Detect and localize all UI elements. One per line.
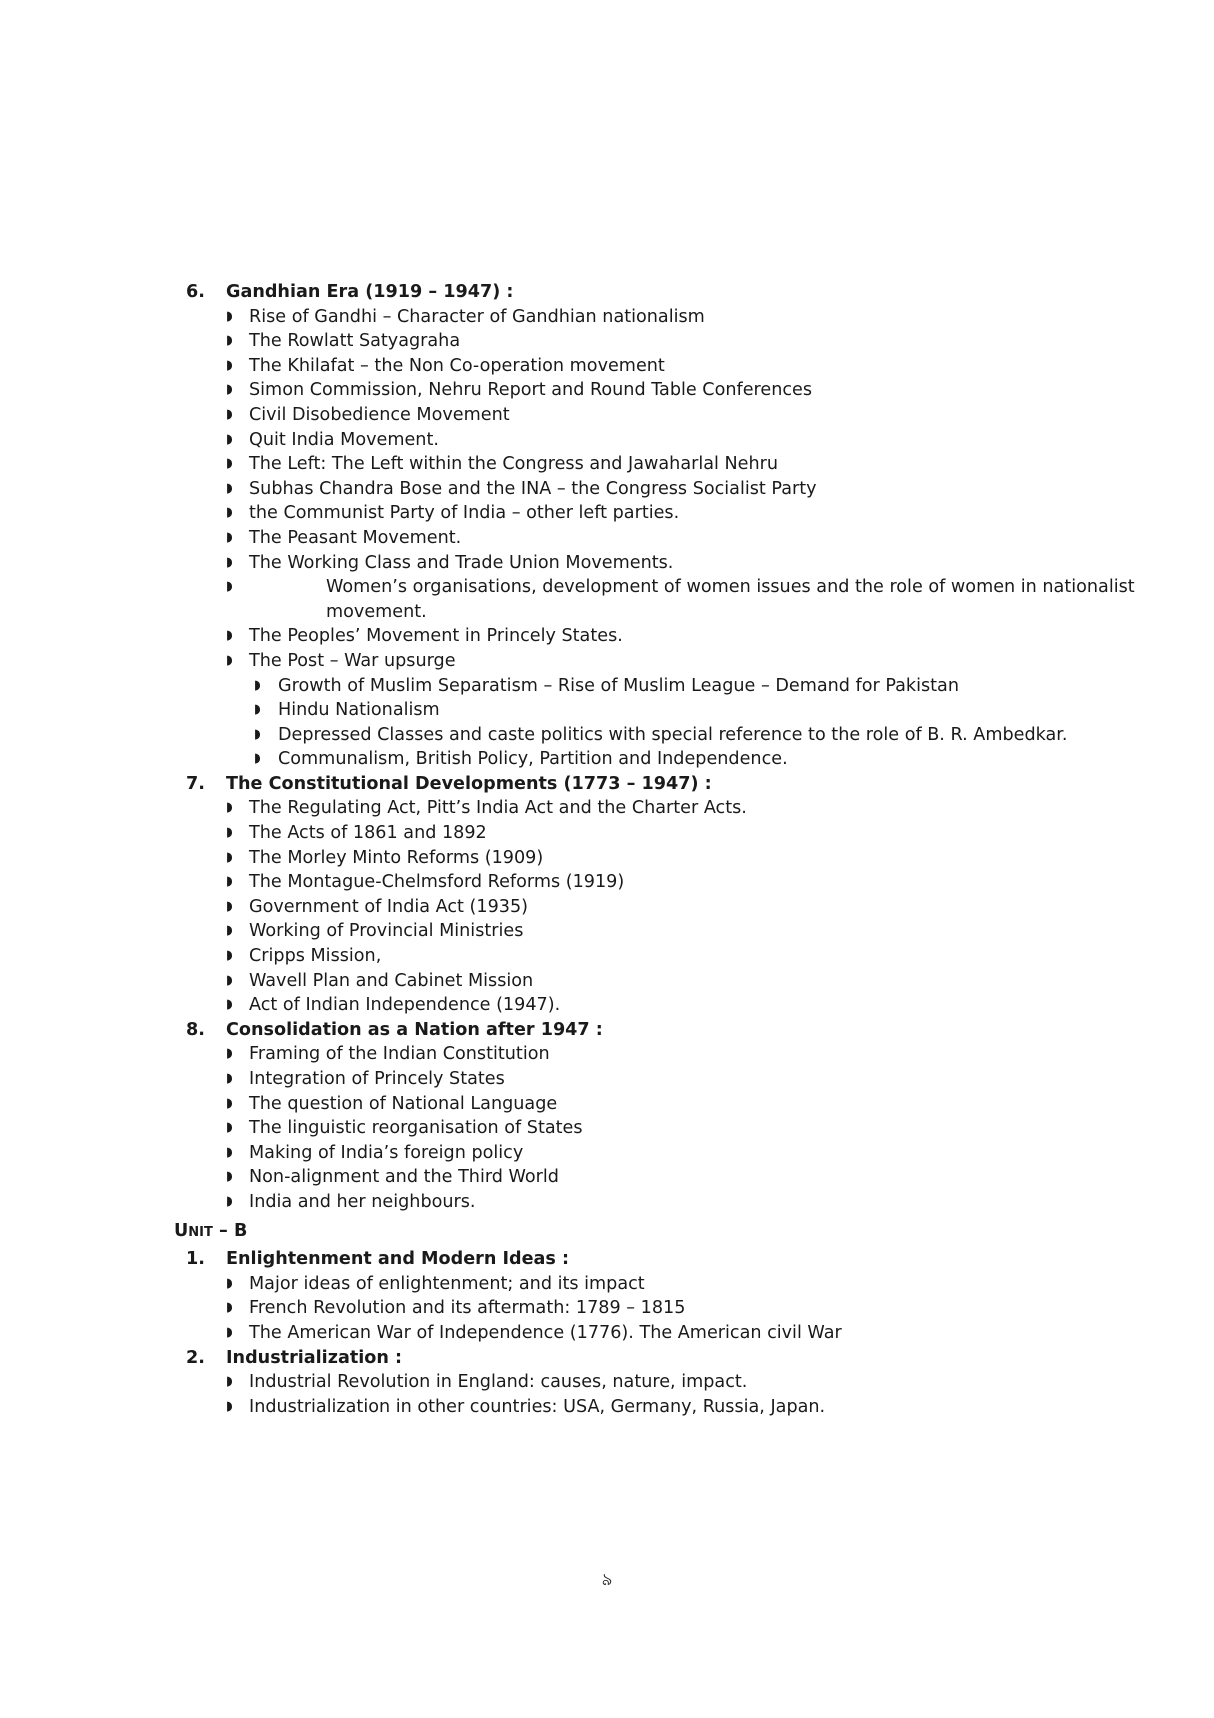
bullet-icon: ◗ xyxy=(226,849,233,865)
section-title: The Constitutional Developments (1773 – 1947) : xyxy=(226,773,712,794)
bullet-icon: ◗ xyxy=(226,554,233,570)
list-item: ◗ The American War of Independence (1776). The American civil War xyxy=(172,1321,1092,1346)
syllabus-content xyxy=(172,280,1135,1419)
bullet-icon: ◗ xyxy=(226,1275,233,1291)
section-heading xyxy=(172,1018,1092,1043)
unit-heading xyxy=(172,1219,1092,1244)
section-number: 6. xyxy=(186,282,205,302)
page-number: ৯ xyxy=(601,1570,613,1590)
list-item: ◗ The Khilafat – the Non Co-operation movement xyxy=(172,354,1092,379)
bullet-icon: ◗ xyxy=(254,677,261,693)
list-item: ◗ Women’s organisations, development of women issues and the role of women in nationalist movement. xyxy=(226,577,1135,622)
bullet-icon: ◗ xyxy=(226,1095,233,1111)
bullet-icon: ◗ xyxy=(226,972,233,988)
list-item: ◗ Subhas Chandra Bose and the INA – the Congress Socialist Party xyxy=(172,477,1092,502)
section-title: Enlightenment and Modern Ideas : xyxy=(226,1249,570,1270)
bullet-icon: ◗ xyxy=(254,702,261,718)
bullet-icon: ◗ xyxy=(226,948,233,964)
sub-list-item: ◗ Communalism, British Policy, Partition and Independence. xyxy=(172,747,1092,772)
bullet-icon: ◗ xyxy=(226,406,233,422)
bullet-icon: ◗ xyxy=(226,825,233,841)
list-item: ◗ Major ideas of enlightenment; and its impact xyxy=(172,1272,1092,1297)
section-number: 7. xyxy=(186,773,205,794)
bullet-icon: ◗ xyxy=(226,382,233,398)
list-item: ◗ The Left: The Left within the Congress and Jawaharlal Nehru xyxy=(172,452,1092,477)
sub-list-item: ◗ Hindu Nationalism xyxy=(172,698,1092,723)
list-item: ◗ Wavell Plan and Cabinet Mission xyxy=(172,969,1092,994)
list-item: ◗ The linguistic reorganisation of States xyxy=(172,1116,1092,1141)
list-item: ◗ Cripps Mission, xyxy=(172,944,1092,969)
list-item: ◗ Civil Disobedience Movement xyxy=(172,403,1092,428)
list-item: ◗ French Revolution and its aftermath: 1789 – 1815 xyxy=(172,1296,1092,1321)
list-item: ◗ Act of Indian Independence (1947). xyxy=(172,993,1092,1018)
bullet-icon: ◗ xyxy=(226,1324,233,1340)
unit-nit: NIT xyxy=(188,1224,213,1240)
bullet-icon: ◗ xyxy=(226,1374,233,1390)
sub-list-item: ◗ Growth of Muslim Separatism – Rise of Muslim League – Demand for Pakistan xyxy=(172,674,1092,699)
bullet-icon: ◗ xyxy=(226,997,233,1013)
bullet-icon: ◗ xyxy=(226,1120,233,1136)
bullet-icon: ◗ xyxy=(254,751,261,767)
section-number: 1. xyxy=(186,1249,205,1270)
bullet-icon: ◗ xyxy=(226,1046,233,1062)
list-item: ◗ the Communist Party of India – other left parties. xyxy=(172,501,1092,526)
bullet-icon: ◗ xyxy=(226,308,233,324)
bullet-icon: ◗ xyxy=(226,898,233,914)
list-item: ◗ Rise of Gandhi – Character of Gandhian nationalism xyxy=(172,305,1092,330)
bullet-icon: ◗ xyxy=(226,1144,233,1160)
bullet-icon: ◗ xyxy=(226,431,233,447)
list-item: ◗ Working of Provincial Ministries xyxy=(172,919,1092,944)
section-heading xyxy=(172,1247,1092,1272)
bullet-icon: ◗ xyxy=(226,628,233,644)
section-title: Gandhian Era (1919 – 1947) : xyxy=(226,282,514,302)
list-item: ◗ The Peoples’ Movement in Princely States. xyxy=(172,624,1092,649)
list-item: ◗ Integration of Princely States xyxy=(172,1067,1092,1092)
section-number: 2. xyxy=(186,1347,205,1368)
list-item: ◗ Framing of the Indian Constitution xyxy=(172,1042,1092,1067)
list-item: ◗ The Regulating Act, Pitt’s India Act and the Charter Acts. xyxy=(172,796,1092,821)
list-item: ◗ India and her neighbours. xyxy=(172,1190,1092,1215)
bullet-icon: ◗ xyxy=(226,333,233,349)
bullet-icon: ◗ xyxy=(226,800,233,816)
bullet-icon: ◗ xyxy=(226,1193,233,1209)
section-heading xyxy=(172,772,1092,797)
bullet-icon: ◗ xyxy=(226,1071,233,1086)
sub-list-item: ◗ Depressed Classes and caste politics with special reference to the role of B. R. Ambedkar. xyxy=(172,723,1092,748)
list-item: ◗ The Post – War upsurge xyxy=(172,649,1092,674)
section-title: Industrialization : xyxy=(226,1347,403,1368)
bullet-icon: ◗ xyxy=(226,579,233,595)
bullet-icon: ◗ xyxy=(226,1300,233,1316)
section-heading xyxy=(172,280,1092,305)
list-item: ◗ The Acts of 1861 and 1892 xyxy=(172,821,1092,846)
list-item: ◗ The Peasant Movement. xyxy=(172,526,1092,551)
bullet-icon: ◗ xyxy=(226,505,233,521)
bullet-icon: ◗ xyxy=(226,874,233,890)
bullet-icon: ◗ xyxy=(226,456,233,472)
bullet-icon: ◗ xyxy=(254,726,261,742)
list-item: ◗ Quit India Movement. xyxy=(172,428,1092,453)
bullet-icon: ◗ xyxy=(226,1398,233,1414)
list-item: ◗ Industrial Revolution in England: causes, nature, impact. xyxy=(172,1370,1092,1395)
list-item: ◗ Simon Commission, Nehru Report and Round Table Conferences xyxy=(172,378,1092,403)
list-item: ◗ The Montague-Chelmsford Reforms (1919) xyxy=(172,870,1092,895)
section-heading xyxy=(172,1346,1092,1371)
list-item: ◗ Industrialization in other countries: USA, Germany, Russia, Japan. xyxy=(172,1395,1092,1420)
section-title: Consolidation as a Nation after 1947 : xyxy=(226,1019,603,1040)
bullet-icon: ◗ xyxy=(226,1169,233,1185)
section-number: 8. xyxy=(186,1019,205,1040)
list-item: ◗ Government of India Act (1935) xyxy=(172,895,1092,920)
bullet-icon: ◗ xyxy=(226,480,233,496)
list-item: ◗ Non-alignment and the Third World xyxy=(172,1165,1092,1190)
list-item: ◗ The Morley Minto Reforms (1909) xyxy=(172,846,1092,871)
list-item: ◗ The Working Class and Trade Union Movements. xyxy=(172,551,1092,576)
list-item: ◗ The Rowlatt Satyagraha xyxy=(172,329,1092,354)
list-item: ◗ The question of National Language xyxy=(172,1092,1092,1117)
unit-rest: – B xyxy=(212,1220,248,1241)
bullet-icon: ◗ xyxy=(226,652,233,668)
bullet-icon: ◗ xyxy=(226,357,233,373)
bullet-icon: ◗ xyxy=(226,923,233,939)
list-item: ◗ Making of India’s foreign policy xyxy=(172,1141,1092,1166)
unit-u: U xyxy=(174,1220,189,1241)
bullet-icon: ◗ xyxy=(226,529,233,545)
